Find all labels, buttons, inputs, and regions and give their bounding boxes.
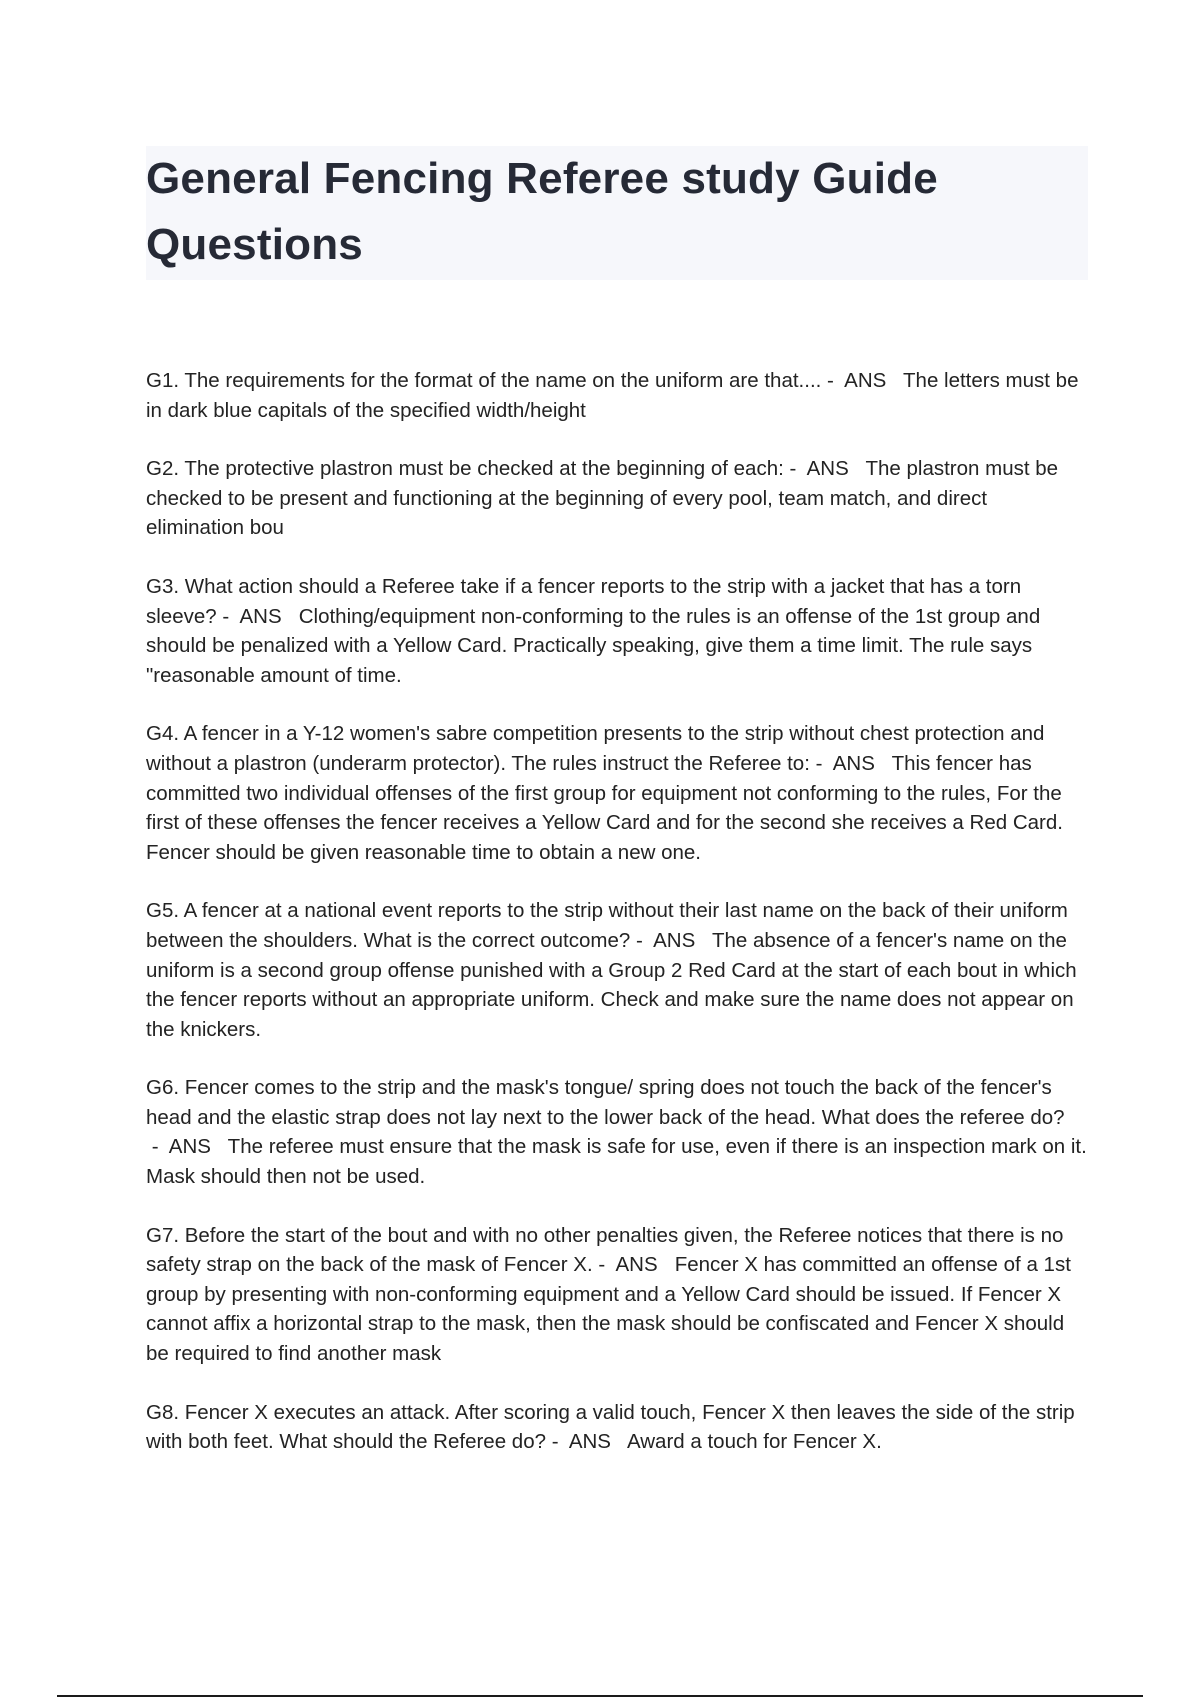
answer-marker: ANS <box>653 928 696 952</box>
answer-marker: ANS <box>239 604 282 628</box>
qa-item-g6: G6. Fencer comes to the strip and the mask's tongue/ spring does not touch the back of the fencer's head and the elastic strap does not lay next to the lower back of the head. What does the referee do? - ANS The referee must ensure that the mask is safe for use, even if there is an inspection mark on it. Mask should then not be used. <box>146 1076 1087 1189</box>
question-text: G4. A fencer in a Y-12 women's sabre competition presents to the strip without chest protection and without a plastron (underarm protector). The rules instruct the Referee to: <box>146 722 1045 775</box>
answer-marker: ANS <box>844 369 887 392</box>
question-text: G3. What action should a Referee take if a fencer reports to the strip with a jacket that has a torn sleeve? <box>146 574 1022 628</box>
qa-list <box>146 366 1088 1486</box>
answer-text: Fencer X has committed an offense of a 1st group by presenting with non-conforming equipment and a Yellow Card should be issued. If Fencer X cannot affix a horizontal strap to the mask, then the mask should be confiscated and Fencer X should be required to find another mask <box>146 1253 1071 1366</box>
answer-marker: ANS <box>615 1253 658 1277</box>
answer-marker: ANS <box>832 751 875 775</box>
question-text: G7. Before the start of the bout and with no other penalties given, the Referee notices that there is no safety strap on the back of the mask of Fencer X. <box>146 1223 1064 1277</box>
qa-item-g2: G2. The protective plastron must be checked at the beginning of each: - ANS The plastron must be checked to be present and functioning at the beginning of every pool, team match, and direct elimination bou <box>146 457 1059 540</box>
answer-text: The absence of a fencer's name on the uniform is a second group offense punished with a Group 2 Red Card at the start of each bout in which the fencer reports without an appropriate uniform. Check and make sure the name does not appear on the knickers. <box>146 928 1077 1041</box>
qa-item-g1: G1. The requirements for the format of the name on the uniform are that.... - ANS The letters must be in dark blue capitals of the specified width/height <box>146 369 1079 422</box>
question-text: G5. A fencer at a national event reports to the strip without their last name on the back of their uniform between the shoulders. What is the correct outcome? <box>146 899 1068 952</box>
footer-divider <box>57 1695 1143 1697</box>
page-title: General Fencing Referee study Guide Questions <box>146 154 938 269</box>
answer-text: The plastron must be checked to be present and functioning at the beginning of every pool, team match, and direct elimination bou <box>146 457 1059 540</box>
answer-marker: ANS <box>168 1135 211 1159</box>
answer-text: The letters must be in dark blue capitals of the specified width/height <box>146 369 1079 422</box>
answer-marker: ANS <box>568 1430 611 1454</box>
qa-item-g7: G7. Before the start of the bout and with no other penalties given, the Referee notices that there is no safety strap on the back of the mask of Fencer X. - ANS Fencer X has committed an offense of a 1st group by presenting with non-conforming equipment and a Yellow Card should be issued. If Fencer X cannot affix a horizontal strap to the mask, then the mask should be confiscated and Fencer X should be required to find another mask <box>146 1223 1071 1366</box>
answer-marker: ANS <box>806 457 849 481</box>
question-text: G1. The requirements for the format of the name on the uniform are that.... <box>146 369 822 392</box>
qa-item-g8: G8. Fencer X executes an attack. After scoring a valid touch, Fencer X then leaves the side of the strip with both feet. What should the Referee do? - ANS Award a touch for Fencer X. <box>146 1400 1075 1454</box>
answer-text: This fencer has committed two individual offenses of the first group for equipment not conforming to the rules, For the first of these offenses the fencer receives a Yellow Card and for the second she receives a Red Card. Fencer should be given reasonable time to obtain a new one. <box>146 751 1063 864</box>
title-block <box>146 146 1088 280</box>
qa-item-g4: G4. A fencer in a Y-12 women's sabre competition presents to the strip without chest protection and without a plastron (underarm protector). The rules instruct the Referee to: - ANS This fencer has committed two individual offenses of the first group for equipment not conforming to the rules, For the first of these offenses the fencer receives a Yellow Card and for the second she receives a Red Card. Fencer should be given reasonable time to obtain a new one. <box>146 722 1063 864</box>
answer-text: Award a touch for Fencer X. <box>626 1430 882 1454</box>
question-text: G2. The protective plastron must be checked at the beginning of each: <box>146 457 784 481</box>
question-text: G8. Fencer X executes an attack. After scoring a valid touch, Fencer X then leaves the side of the strip with both feet. What should the Referee do? <box>146 1400 1075 1454</box>
answer-text: Clothing/equipment non-conforming to the rules is an offense of the 1st group and should be penalized with a Yellow Card. Practically speaking, give them a time limit. The rule says "reasonable amount of time. <box>146 604 1041 687</box>
answer-text: The referee must ensure that the mask is safe for use, even if there is an inspection mark on it. Mask should then not be used. <box>146 1135 1087 1189</box>
question-text: G6. Fencer comes to the strip and the mask's tongue/ spring does not touch the back of the fencer's head and the elastic strap does not lay next to the lower back of the head. What does the referee do? <box>146 1076 1065 1129</box>
qa-item-g3: G3. What action should a Referee take if a fencer reports to the strip with a jacket that has a torn sleeve? - ANS Clothing/equipment non-conforming to the rules is an offense of the 1st group and should be penalized with a Yellow Card. Practically speaking, give them a time limit. The rule says "reasonable amount of time. <box>146 574 1041 687</box>
qa-item-g5: G5. A fencer at a national event reports to the strip without their last name on the back of their uniform between the shoulders. What is the correct outcome? - ANS The absence of a fencer's name on the uniform is a second group offense punished with a Group 2 Red Card at the start of each bout in which the fencer reports without an appropriate uniform. Check and make sure the name does not appear on the knickers. <box>146 899 1077 1041</box>
